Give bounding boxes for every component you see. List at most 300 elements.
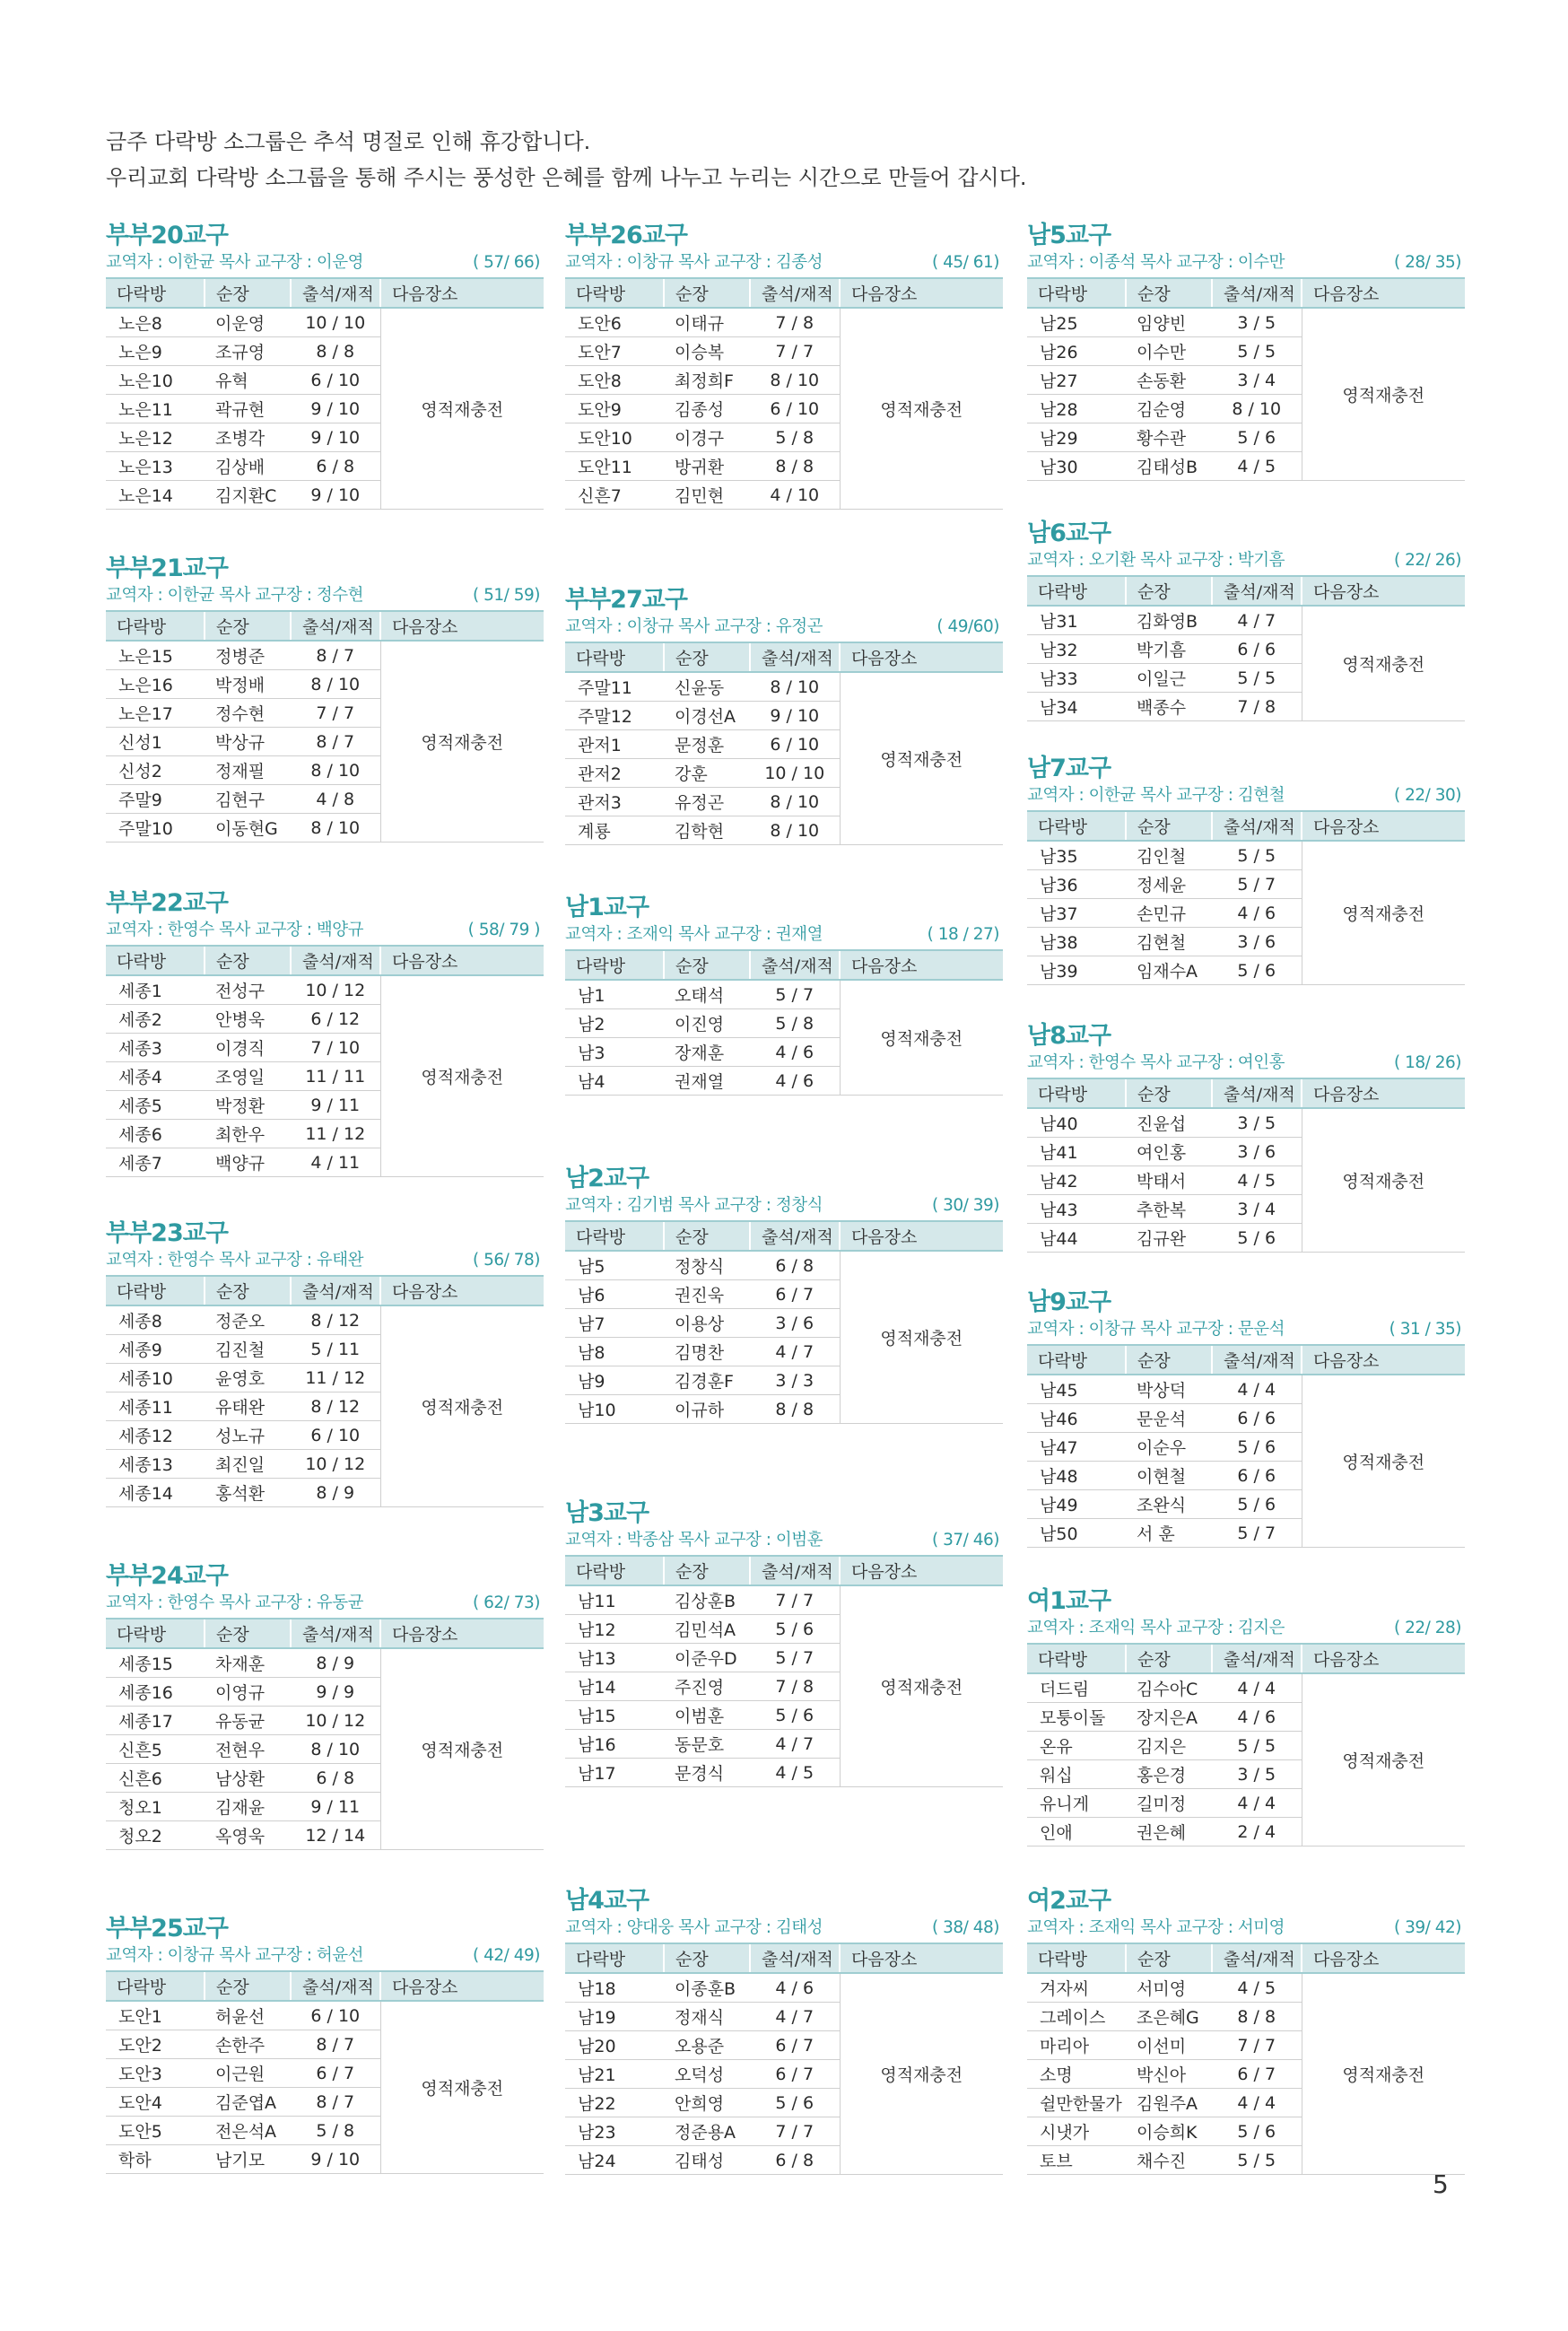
- cell-darakbang: 남50: [1027, 1519, 1126, 1548]
- cell-darakbang: 남16: [565, 1730, 664, 1759]
- cell-darakbang: 남20: [565, 2031, 664, 2060]
- district-leaders: [1027, 1916, 1465, 1940]
- leader-info: 교역자 : 박종삼 목사 교구장 : 이범훈: [565, 1531, 823, 1550]
- district-leaders: [565, 615, 1003, 639]
- cell-attendance: 8 / 8: [750, 1395, 840, 1424]
- cell-attendance: 8 / 9: [291, 1479, 380, 1507]
- cell-leader: 이승희K: [1126, 2117, 1212, 2146]
- attendance-table: [106, 1618, 544, 1850]
- cell-attendance: 5 / 5: [1212, 337, 1302, 366]
- district-group: [565, 221, 1003, 510]
- cell-attendance: 8 / 8: [291, 337, 380, 366]
- cell-darakbang: 세종15: [106, 1648, 205, 1678]
- cell-attendance: 8 / 10: [750, 788, 840, 816]
- cell-attendance: 5 / 6: [1212, 1224, 1302, 1253]
- cell-darakbang: 노은16: [106, 670, 205, 699]
- cell-darakbang: 남12: [565, 1615, 664, 1644]
- district-title: 여1교구: [1027, 1587, 1111, 1615]
- cell-attendance: 4 / 6: [1212, 899, 1302, 928]
- cell-attendance: 3 / 5: [1212, 1108, 1302, 1138]
- cell-darakbang: 남35: [1027, 841, 1126, 870]
- cell-darakbang: 관저2: [565, 759, 664, 788]
- leader-info: 교역자 : 이종석 목사 교구장 : 이수만: [1027, 253, 1285, 272]
- table-header-row: [1027, 1644, 1465, 1673]
- table-header-row: [565, 278, 1003, 308]
- cell-darakbang: 남15: [565, 1701, 664, 1730]
- header-next-place: 다음장소: [840, 642, 1003, 672]
- cell-attendance: 9 / 11: [291, 1091, 380, 1120]
- cell-leader: 진윤섭: [1126, 1108, 1212, 1138]
- cell-darakbang: 세종2: [106, 1005, 205, 1034]
- cell-darakbang: 도안4: [106, 2088, 205, 2117]
- leader-info: 교역자 : 이한균 목사 교구장 : 김현철: [1027, 786, 1285, 805]
- attendance-table: [106, 277, 544, 510]
- cell-darakbang: 남41: [1027, 1138, 1126, 1166]
- cell-attendance: 8 / 7: [291, 728, 380, 756]
- cell-attendance: 4 / 6: [750, 1973, 840, 2003]
- district-title: 남7교구: [1027, 755, 1111, 782]
- header-attendance: 출석/재적: [291, 611, 380, 641]
- cell-attendance: 4 / 6: [750, 1038, 840, 1067]
- cell-leader: 김민석A: [664, 1615, 750, 1644]
- cell-darakbang: 남11: [565, 1585, 664, 1615]
- header-attendance: 출석/재적: [750, 1221, 840, 1251]
- cell-attendance: 9 / 10: [291, 481, 380, 510]
- cell-attendance: 6 / 8: [750, 1251, 840, 1280]
- cell-leader: 김수아C: [1126, 1673, 1212, 1703]
- cell-leader: 임양빈: [1126, 308, 1212, 337]
- cell-darakbang: 마리아: [1027, 2031, 1126, 2060]
- cell-leader: 조은혜G: [1126, 2003, 1212, 2031]
- cell-attendance: 4 / 11: [291, 1148, 380, 1177]
- cell-darakbang: 남1: [565, 980, 664, 1009]
- table-row: [106, 2001, 544, 2030]
- cell-darakbang: 남42: [1027, 1166, 1126, 1195]
- attendance-table: [565, 277, 1003, 510]
- cell-leader: 조영일: [205, 1062, 291, 1091]
- header-attendance: 출석/재적: [291, 1619, 380, 1648]
- cell-leader: 최한우: [205, 1120, 291, 1148]
- district-title: 남8교구: [1027, 1022, 1111, 1050]
- header-attendance: 출석/재적: [1212, 1078, 1302, 1108]
- cell-attendance: 3 / 5: [1212, 1760, 1302, 1789]
- cell-darakbang: 도안3: [106, 2059, 205, 2088]
- district-leaders: [1027, 251, 1465, 275]
- cell-attendance: 6 / 10: [291, 1421, 380, 1450]
- cell-darakbang: 노은14: [106, 481, 205, 510]
- cell-darakbang: 도안11: [565, 452, 664, 481]
- cell-darakbang: 남13: [565, 1644, 664, 1672]
- header-leader: 순장: [1126, 811, 1212, 841]
- table-header-row: [1027, 278, 1465, 308]
- district-leaders: [565, 1194, 1003, 1218]
- header-leader: 순장: [1126, 278, 1212, 308]
- district-group: [565, 585, 1003, 845]
- header-leader: 순장: [205, 1619, 291, 1648]
- header-darakbang: 다락방: [106, 611, 205, 641]
- header-darakbang: 다락방: [1027, 1644, 1126, 1673]
- cell-next-place: 영적재충전: [380, 975, 544, 1177]
- cell-darakbang: 남14: [565, 1672, 664, 1701]
- cell-attendance: 3 / 3: [750, 1366, 840, 1395]
- cell-darakbang: 남31: [1027, 606, 1126, 635]
- district-group: [106, 554, 544, 842]
- cell-leader: 정준오: [205, 1305, 291, 1335]
- cell-attendance: 6 / 7: [1212, 2060, 1302, 2089]
- district-title: 남4교구: [565, 1887, 649, 1915]
- leader-info: 교역자 : 조재익 목사 교구장 : 김지은: [1027, 1619, 1285, 1637]
- cell-next-place: 영적재충전: [840, 1973, 1003, 2175]
- cell-leader: 이경직: [205, 1034, 291, 1062]
- cell-attendance: 5 / 11: [291, 1335, 380, 1364]
- cell-darakbang: 학하: [106, 2145, 205, 2174]
- cell-attendance: 9 / 10: [291, 2145, 380, 2174]
- district-title: 부부22교구: [106, 889, 228, 917]
- district-leaders: [106, 1592, 544, 1615]
- cell-leader: 전현우: [205, 1735, 291, 1764]
- cell-leader: 손민규: [1126, 899, 1212, 928]
- attendance-total: ( 49/60): [936, 617, 999, 636]
- header-darakbang: 다락방: [1027, 278, 1126, 308]
- table-header-row: [106, 611, 544, 641]
- cell-attendance: 10 / 12: [291, 1707, 380, 1735]
- header-next-place: 다음장소: [1302, 1943, 1465, 1973]
- cell-attendance: 8 / 10: [291, 756, 380, 785]
- table-row: [106, 308, 544, 337]
- header-darakbang: 다락방: [1027, 1943, 1126, 1973]
- cell-darakbang: 노은17: [106, 699, 205, 728]
- district-leaders: [565, 251, 1003, 275]
- cell-leader: 문운석: [1126, 1404, 1212, 1433]
- header-next-place: 다음장소: [1302, 1345, 1465, 1375]
- cell-next-place: 영적재충전: [840, 980, 1003, 1096]
- cell-darakbang: 세종13: [106, 1450, 205, 1479]
- cell-leader: 여인홍: [1126, 1138, 1212, 1166]
- cell-leader: 김규완: [1126, 1224, 1212, 1253]
- cell-darakbang: 세종5: [106, 1091, 205, 1120]
- header-attendance: 출석/재적: [750, 950, 840, 980]
- cell-attendance: 8 / 10: [291, 814, 380, 842]
- header-attendance: 출석/재적: [1212, 278, 1302, 308]
- cell-attendance: 7 / 8: [750, 308, 840, 337]
- header-next-place: 다음장소: [380, 946, 544, 975]
- cell-leader: 곽규현: [205, 395, 291, 423]
- attendance-total: ( 18/ 26): [1393, 1053, 1461, 1072]
- header-next-place: 다음장소: [1302, 1644, 1465, 1673]
- header-next-place: 다음장소: [380, 1619, 544, 1648]
- cell-leader: 박정환: [205, 1091, 291, 1120]
- cell-attendance: 10 / 10: [291, 308, 380, 337]
- cell-leader: 김원주A: [1126, 2089, 1212, 2117]
- cell-darakbang: 남44: [1027, 1224, 1126, 1253]
- cell-attendance: 8 / 7: [291, 2030, 380, 2059]
- cell-leader: 장지은A: [1126, 1703, 1212, 1732]
- cell-darakbang: 관저1: [565, 730, 664, 759]
- cell-attendance: 5 / 7: [750, 1644, 840, 1672]
- district-group: [106, 1561, 544, 1850]
- table-row: [106, 1648, 544, 1678]
- cell-leader: 김태성: [664, 2146, 750, 2175]
- cell-attendance: 9 / 10: [291, 423, 380, 452]
- district-leaders: [565, 1916, 1003, 1940]
- cell-leader: 옥영욱: [205, 1821, 291, 1850]
- cell-darakbang: 관저3: [565, 788, 664, 816]
- cell-attendance: 6 / 7: [750, 2060, 840, 2089]
- cell-leader: 이영규: [205, 1678, 291, 1707]
- district-group: [106, 888, 544, 1177]
- cell-leader: 박신아: [1126, 2060, 1212, 2089]
- cell-next-place: 영적재충전: [840, 672, 1003, 845]
- cell-leader: 김현철: [1126, 928, 1212, 956]
- cell-leader: 이규하: [664, 1395, 750, 1424]
- intro-line-1: 금주 다락방 소그룹은 추석 명절로 인해 휴강합니다.: [106, 129, 591, 154]
- cell-next-place: 영적재충전: [380, 2001, 544, 2174]
- cell-leader: 허윤선: [205, 2001, 291, 2030]
- table-header-row: [565, 1556, 1003, 1585]
- cell-attendance: 5 / 6: [750, 2089, 840, 2117]
- cell-leader: 강훈: [664, 759, 750, 788]
- cell-attendance: 8 / 7: [291, 2088, 380, 2117]
- cell-attendance: 8 / 10: [1212, 395, 1302, 423]
- cell-attendance: 6 / 6: [1212, 1462, 1302, 1490]
- cell-attendance: 11 / 11: [291, 1062, 380, 1091]
- cell-attendance: 5 / 5: [1212, 664, 1302, 693]
- header-attendance: 출석/재적: [1212, 1644, 1302, 1673]
- cell-leader: 이범훈: [664, 1701, 750, 1730]
- cell-attendance: 8 / 7: [291, 641, 380, 670]
- cell-darakbang: 남4: [565, 1067, 664, 1096]
- header-darakbang: 다락방: [565, 950, 664, 980]
- cell-next-place: 영적재충전: [840, 1585, 1003, 1787]
- district-title: 부부20교구: [106, 222, 228, 249]
- cell-darakbang: 도안10: [565, 423, 664, 452]
- cell-attendance: 8 / 12: [291, 1305, 380, 1335]
- cell-attendance: 3 / 4: [1212, 366, 1302, 395]
- header-leader: 순장: [664, 278, 750, 308]
- cell-attendance: 8 / 10: [750, 672, 840, 702]
- cell-darakbang: 신성1: [106, 728, 205, 756]
- header-darakbang: 다락방: [1027, 811, 1126, 841]
- header-next-place: 다음장소: [840, 1556, 1003, 1585]
- district-title: 남3교구: [565, 1499, 649, 1527]
- attendance-total: ( 62/ 73): [472, 1593, 540, 1612]
- header-attendance: 출석/재적: [1212, 576, 1302, 606]
- header-leader: 순장: [205, 1971, 291, 2001]
- header-darakbang: 다락방: [1027, 1345, 1126, 1375]
- cell-leader: 정재식: [664, 2003, 750, 2031]
- cell-darakbang: 남25: [1027, 308, 1126, 337]
- header-attendance: 출석/재적: [291, 946, 380, 975]
- cell-attendance: 9 / 11: [291, 1793, 380, 1821]
- leader-info: 교역자 : 오기환 목사 교구장 : 박기흠: [1027, 551, 1285, 570]
- cell-leader: 이종훈B: [664, 1973, 750, 2003]
- cell-attendance: 4 / 10: [750, 481, 840, 510]
- table-header-row: [565, 1943, 1003, 1973]
- table-row: [1027, 1375, 1465, 1404]
- attendance-total: ( 22/ 26): [1393, 551, 1461, 570]
- cell-leader: 정수현: [205, 699, 291, 728]
- cell-attendance: 11 / 12: [291, 1120, 380, 1148]
- cell-attendance: 8 / 10: [291, 1735, 380, 1764]
- cell-attendance: 9 / 10: [291, 395, 380, 423]
- cell-darakbang: 소명: [1027, 2060, 1126, 2089]
- cell-leader: 장재훈: [664, 1038, 750, 1067]
- cell-darakbang: 세종9: [106, 1335, 205, 1364]
- cell-darakbang: 세종7: [106, 1148, 205, 1177]
- cell-next-place: 영적재충전: [1302, 1673, 1465, 1846]
- table-row: [565, 672, 1003, 702]
- cell-leader: 이선미: [1126, 2031, 1212, 2060]
- cell-leader: 정병준: [205, 641, 291, 670]
- district-group: [1027, 1586, 1465, 1846]
- cell-leader: 조완식: [1126, 1490, 1212, 1519]
- table-header-row: [1027, 576, 1465, 606]
- cell-darakbang: 노은10: [106, 366, 205, 395]
- cell-darakbang: 남22: [565, 2089, 664, 2117]
- district-title: 부부24교구: [106, 1562, 228, 1590]
- header-leader: 순장: [664, 950, 750, 980]
- cell-attendance: 8 / 10: [291, 670, 380, 699]
- header-darakbang: 다락방: [565, 1556, 664, 1585]
- attendance-total: ( 58/ 79 ): [467, 921, 540, 939]
- table-row: [1027, 841, 1465, 870]
- cell-leader: 서미영: [1126, 1973, 1212, 2003]
- cell-leader: 김경훈F: [664, 1366, 750, 1395]
- district-title: 부부21교구: [106, 554, 228, 582]
- cell-attendance: 4 / 5: [750, 1759, 840, 1787]
- district-group: [565, 1886, 1003, 2175]
- cell-darakbang: 주말12: [565, 702, 664, 730]
- district-leaders: [106, 584, 544, 607]
- cell-leader: 이준우D: [664, 1644, 750, 1672]
- intro-notice: [106, 124, 1027, 196]
- cell-next-place: 영적재충전: [1302, 1108, 1465, 1253]
- cell-darakbang: 남32: [1027, 635, 1126, 664]
- header-leader: 순장: [664, 1221, 750, 1251]
- header-darakbang: 다락방: [565, 1943, 664, 1973]
- cell-darakbang: 남29: [1027, 423, 1126, 452]
- cell-attendance: 5 / 7: [750, 980, 840, 1009]
- cell-darakbang: 남38: [1027, 928, 1126, 956]
- header-next-place: 다음장소: [840, 950, 1003, 980]
- district-group: [565, 893, 1003, 1096]
- header-leader: 순장: [205, 278, 291, 308]
- cell-leader: 박정배: [205, 670, 291, 699]
- attendance-total: ( 57/ 66): [472, 253, 540, 272]
- district-leaders: [106, 1249, 544, 1272]
- cell-next-place: 영적재충전: [380, 1305, 544, 1507]
- header-attendance: 출석/재적: [1212, 1943, 1302, 1973]
- cell-leader: 홍석환: [205, 1479, 291, 1507]
- cell-leader: 김화영B: [1126, 606, 1212, 635]
- cell-attendance: 4 / 5: [1212, 1166, 1302, 1195]
- cell-next-place: 영적재충전: [1302, 606, 1465, 721]
- cell-attendance: 4 / 5: [1212, 1973, 1302, 2003]
- cell-next-place: 영적재충전: [380, 308, 544, 510]
- cell-darakbang: 겨자씨: [1027, 1973, 1126, 2003]
- cell-attendance: 7 / 7: [1212, 2031, 1302, 2060]
- cell-attendance: 5 / 6: [1212, 2117, 1302, 2146]
- attendance-table: [106, 610, 544, 842]
- cell-darakbang: 남26: [1027, 337, 1126, 366]
- cell-attendance: 6 / 6: [1212, 635, 1302, 664]
- cell-darakbang: 도안8: [565, 366, 664, 395]
- cell-leader: 백종수: [1126, 693, 1212, 721]
- district-title: 남9교구: [1027, 1288, 1111, 1316]
- cell-darakbang: 남21: [565, 2060, 664, 2089]
- cell-leader: 유태완: [205, 1392, 291, 1421]
- cell-leader: 정재필: [205, 756, 291, 785]
- cell-attendance: 4 / 7: [750, 1730, 840, 1759]
- cell-attendance: 5 / 8: [750, 423, 840, 452]
- cell-darakbang: 그레이스: [1027, 2003, 1126, 2031]
- district-group: [565, 1164, 1003, 1424]
- cell-attendance: 8 / 10: [750, 366, 840, 395]
- cell-darakbang: 도안6: [565, 308, 664, 337]
- cell-leader: 유정곤: [664, 788, 750, 816]
- cell-darakbang: 남7: [565, 1309, 664, 1338]
- cell-leader: 권진욱: [664, 1280, 750, 1309]
- cell-darakbang: 노은12: [106, 423, 205, 452]
- cell-leader: 김준엽A: [205, 2088, 291, 2117]
- table-row: [565, 308, 1003, 337]
- cell-darakbang: 남27: [1027, 366, 1126, 395]
- cell-darakbang: 도안7: [565, 337, 664, 366]
- attendance-table: [1027, 1942, 1465, 2175]
- cell-leader: 정창식: [664, 1251, 750, 1280]
- cell-next-place: 영적재충전: [380, 1648, 544, 1850]
- leader-info: 교역자 : 이창규 목사 교구장 : 김종성: [565, 253, 823, 272]
- cell-leader: 권은혜: [1126, 1818, 1212, 1846]
- cell-leader: 김명찬: [664, 1338, 750, 1366]
- header-next-place: 다음장소: [1302, 576, 1465, 606]
- cell-attendance: 7 / 10: [291, 1034, 380, 1062]
- cell-darakbang: 인애: [1027, 1818, 1126, 1846]
- cell-leader: 이운영: [205, 308, 291, 337]
- cell-leader: 김종성: [664, 395, 750, 423]
- cell-attendance: 5 / 5: [1212, 2146, 1302, 2175]
- leader-info: 교역자 : 김기범 목사 교구장 : 정창식: [565, 1196, 823, 1215]
- cell-leader: 추한복: [1126, 1195, 1212, 1224]
- header-darakbang: 다락방: [565, 642, 664, 672]
- cell-leader: 남기모: [205, 2145, 291, 2174]
- cell-leader: 김태성B: [1126, 452, 1212, 481]
- cell-darakbang: 시냇가: [1027, 2117, 1126, 2146]
- header-darakbang: 다락방: [1027, 576, 1126, 606]
- header-darakbang: 다락방: [565, 1221, 664, 1251]
- cell-attendance: 5 / 5: [1212, 1732, 1302, 1760]
- cell-leader: 박기흠: [1126, 635, 1212, 664]
- page-number: 5: [1433, 2169, 1449, 2199]
- cell-darakbang: 노은9: [106, 337, 205, 366]
- cell-next-place: 영적재충전: [1302, 1973, 1465, 2175]
- cell-darakbang: 토브: [1027, 2146, 1126, 2175]
- cell-attendance: 6 / 7: [750, 1280, 840, 1309]
- cell-leader: 오덕성: [664, 2060, 750, 2089]
- cell-leader: 남상환: [205, 1764, 291, 1793]
- cell-leader: 이승복: [664, 337, 750, 366]
- header-next-place: 다음장소: [1302, 1078, 1465, 1108]
- cell-leader: 서 훈: [1126, 1519, 1212, 1548]
- header-attendance: 출석/재적: [1212, 811, 1302, 841]
- cell-darakbang: 남8: [565, 1338, 664, 1366]
- district-group: [1027, 221, 1465, 481]
- cell-attendance: 7 / 7: [750, 337, 840, 366]
- cell-leader: 권재열: [664, 1067, 750, 1096]
- header-leader: 순장: [1126, 1078, 1212, 1108]
- cell-darakbang: 노은13: [106, 452, 205, 481]
- table-row: [106, 975, 544, 1005]
